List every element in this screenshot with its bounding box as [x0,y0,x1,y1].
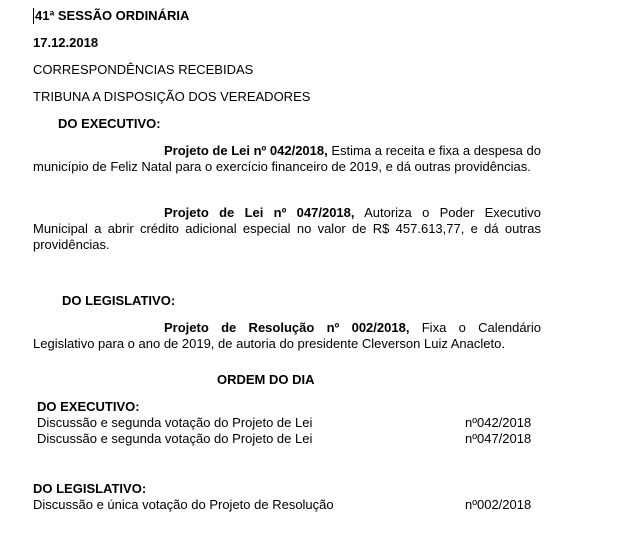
bill-reference: Projeto de Lei nº 042/2018, [164,143,328,158]
agenda-row [33,497,535,512]
correspondence-line: CORRESPONDÊNCIAS RECEBIDAS [33,62,254,77]
bill-description: Autoriza o Poder Executivo Municipal a abrir crédito adicional especial no valor de R$ 457.613,77, e dá outras providências. [33,205,541,252]
tribune-line: TRIBUNA A DISPOSIÇÃO DOS VEREADORES [33,89,311,104]
session-title: 41ª SESSÃO ORDINÁRIA [35,8,190,23]
agenda-row-label: Discussão e única votação do Projeto de Resolução [33,497,334,512]
session-date: 17.12.2018 [33,35,99,50]
bill-reference: Projeto de Lei nº 047/2018, [164,205,355,220]
resolution-reference: Projeto de Resolução nº 002/2018, [164,320,410,335]
executive-heading: DO EXECUTIVO: [58,116,161,131]
legislative-heading: DO LEGISLATIVO: [62,293,176,308]
resolution-description: Fixa o Calendário Legislativo para o ano de 2019, de autoria do presidente Cleverson Luiz Anacleto. [33,320,542,351]
text-cursor [33,8,34,24]
agenda-title: ORDEM DO DIA [217,372,315,387]
agenda-row-label: Discussão e segunda votação do Projeto de Lei [37,431,313,446]
executive-item-1 [33,143,541,175]
agenda-row-number: nº047/2018 [465,431,532,446]
bill-description: Estima a receita e fixa a despesa do município de Feliz Natal para o exercício financeiro de 2019, e dá outras providências. [33,143,541,174]
agenda-legislative-heading: DO LEGISLATIVO: [33,481,147,496]
agenda-row-number: nº042/2018 [465,415,532,430]
executive-item-2 [33,205,541,253]
agenda-executive-heading: DO EXECUTIVO: [37,399,140,414]
agenda-row [37,415,539,430]
agenda-row-label: Discussão e segunda votação do Projeto de Lei [37,415,313,430]
agenda-row [37,431,539,446]
legislative-item-1 [33,320,541,352]
agenda-row-number: nº002/2018 [465,497,532,512]
